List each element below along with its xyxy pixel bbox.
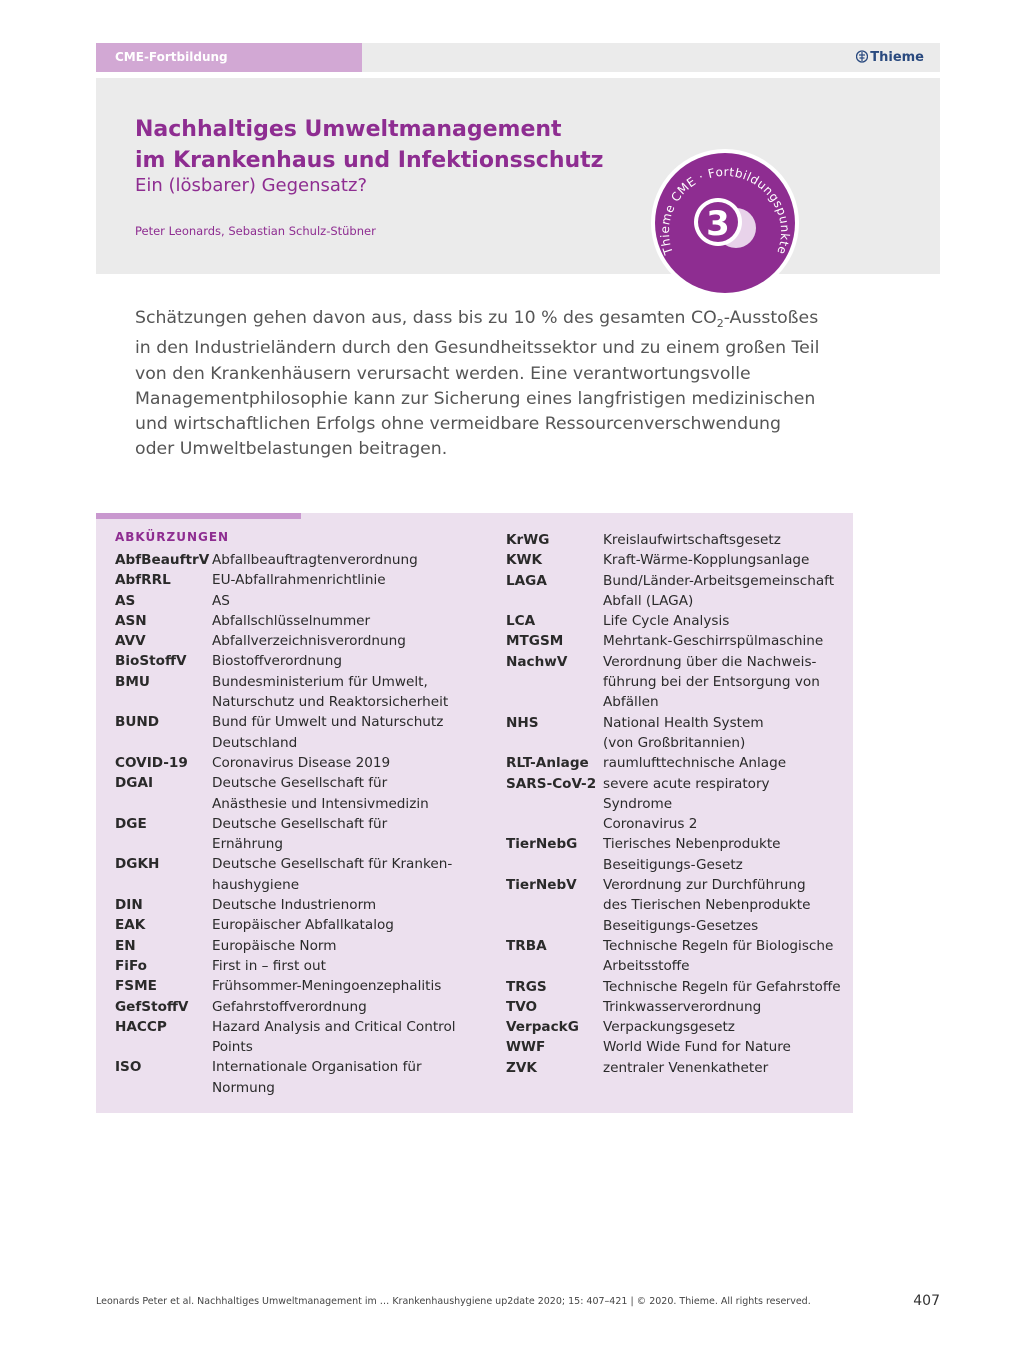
abbreviation-term: TRBA [506,937,547,954]
abbreviation-row [115,570,462,590]
section-tag: CME-Fortbildung [96,43,362,72]
abbreviations-heading: ABKÜRZUNGEN [115,530,230,544]
abbreviation-term: ZVK [506,1059,537,1076]
abbreviation-term: WWF [506,1039,546,1056]
cme-points-badge [650,148,800,298]
top-bar [96,43,940,72]
abbreviation-row [115,915,462,935]
abbreviation-term: DGKH [115,856,160,873]
abbreviation-term: NachwV [506,653,568,670]
abbreviation-definition: Verpackungsgesetz [603,1019,735,1036]
abbreviation-row [506,611,843,631]
abbreviation-row [115,895,462,915]
abbreviation-definition: Mehrtank-Geschirrspülmaschine [603,633,824,650]
abbreviation-row [506,774,843,835]
abbreviation-term: BUND [115,714,160,731]
abbreviation-definition: Deutsche Gesellschaft für Ernährung [212,815,388,853]
abbreviation-term: BioStoffV [115,653,187,670]
abstract-subscript: 2 [716,317,724,330]
abbreviation-row [506,652,843,713]
abbreviation-definition: Technische Regeln für Biologische Arbeitsstoffe [603,937,834,975]
abbreviation-term: LCA [506,613,536,630]
abbreviation-definition: Trinkwasserverordnung [603,998,762,1015]
article-subtitle: Ein (lösbarer) Gegensatz? [135,175,367,196]
abbreviation-row [115,773,462,814]
thieme-logo-icon [856,50,868,63]
abbreviation-term: TierNebG [506,836,578,853]
abbreviation-definition: raumlufttechnische Anlage [603,755,787,772]
abbreviation-definition: Bundesministerium für Umwelt, Naturschutz und Reaktorsicherheit [212,673,449,711]
abbreviation-term: DIN [115,897,143,914]
abbreviation-row [506,1017,843,1037]
abbreviation-row [115,712,462,753]
abbreviation-row [115,651,462,671]
article-header [96,78,940,274]
abbreviation-term: LAGA [506,572,547,589]
abbreviation-definition: Verordnung zur Durchführung des Tierischen Nebenprodukte Beseitigungs-Gesetzes [603,877,811,934]
abbreviation-term: TVO [506,998,538,1015]
abbreviation-term: AVV [115,633,146,650]
abbreviation-definition: Coronavirus Disease 2019 [212,754,391,771]
abbreviation-definition: Gefahrstoffverordnung [212,998,367,1015]
abbreviation-row [506,571,843,612]
abbreviation-row [506,834,843,875]
abbreviation-row [115,976,462,996]
abbreviation-term: HACCP [115,1018,167,1035]
abbreviation-term: VerpackG [506,1019,579,1036]
abbreviation-term: RLT-Anlage [506,755,589,772]
abbreviation-row [115,672,462,713]
abbreviation-row [506,936,843,977]
abbreviation-row [506,530,843,550]
abbreviations-box [96,513,853,1113]
abbreviation-row [115,814,462,855]
abbreviation-definition: National Health System (von Großbritannien) [603,714,764,751]
abbreviation-definition: Bund für Umwelt und Naturschutz Deutschland [212,714,444,751]
abbreviation-term: KWK [506,552,543,569]
abbreviation-term: EN [115,937,136,954]
abbreviation-row [115,936,462,956]
publisher-brand [856,43,924,72]
abbreviation-definition: Biostoffverordnung [212,653,342,670]
abbreviation-row [506,753,843,773]
abbreviation-definition: World Wide Fund for Nature [603,1039,791,1056]
abbreviation-definition: Internationale Organisation für Normung [212,1059,422,1096]
abbreviation-row [506,1037,843,1057]
abbreviation-term: BMU [115,673,150,690]
badge-points-number: 3 [706,204,730,244]
abbreviation-definition: Europäischer Abfallkatalog [212,917,394,934]
abbreviation-definition: Deutsche Gesellschaft für Kranken- haushygiene [212,856,453,893]
abbreviation-definition: Frühsommer-Meningoenzephalitis [212,978,442,995]
abbreviation-term: KrWG [506,532,550,548]
abbreviation-term: ASN [115,612,147,629]
abbreviation-term: FiFo [115,957,148,974]
abbreviation-term: GefStoffV [115,998,189,1015]
abbreviations-right-column [506,530,843,1078]
abbreviation-definition: zentraler Venenkatheter [603,1059,769,1076]
brand-name: Thieme [870,50,924,65]
abbreviation-term: AbfRRL [115,572,171,589]
abbreviation-term: TRGS [506,978,547,995]
abbreviation-definition: Hazard Analysis and Critical Control Points [212,1018,456,1056]
abbreviation-row [115,1017,462,1058]
abbreviation-definition: Verordnung über die Nachweis- führung bei der Entsorgung von Abfällen [603,653,820,711]
abstract-text [135,306,825,463]
abbreviation-definition: Kreislaufwirtschaftsgesetz [603,532,781,548]
box-accent-bar [96,513,301,519]
abbreviation-row [115,591,462,611]
abbreviation-definition: Bund/Länder-Arbeitsgemeinschaft Abfall (LAGA) [603,572,835,609]
badge-arc-text: Thieme CME · Fortbildungspunkte [657,164,793,257]
abstract-part-2: -Ausstoßes in den Industrieländern durch den Gesundheitssektor und zu einem großen Teil von den Krankenhäusern verursacht werden. Eine verantwortungsvolle Managementphilosophie kann zur Sicherung eines langfristigen medizinischen und wirtschaftlichen Erfolgs ohne vermeidbare Ressourcenverschwendung oder Umweltbelastungen beitragen. [135,308,820,460]
article-title [135,114,655,176]
abbreviation-term: ISO [115,1059,142,1076]
abbreviation-definition: severe acute respiratory Syndrome Coronavirus 2 [603,775,770,833]
citation-footer: Leonards Peter et al. Nachhaltiges Umweltmanagement im … Krankenhaushygiene up2date 2020; 15: 407–421 | © 2020. Thieme. All rights reserved. [96,1296,811,1307]
abbreviation-term: MTGSM [506,633,564,650]
abbreviation-row [506,977,843,997]
abbreviation-term: AS [115,592,136,609]
abbreviation-definition: AS [212,592,230,609]
abbreviation-term: DGE [115,815,147,832]
abbreviation-term: EAK [115,917,146,934]
title-line-1: Nachhaltiges Umweltmanagement [135,117,562,142]
page-number: 407 [913,1293,940,1309]
abbreviation-row [506,550,843,570]
abbreviation-definition: Life Cycle Analysis [603,613,730,630]
abbreviation-row [115,1057,462,1098]
abbreviation-definition: Deutsche Industrienorm [212,897,377,914]
abbreviation-term: SARS-CoV-2 [506,775,597,792]
abbreviation-definition: Tierisches Nebenprodukte Beseitigungs-Gesetz [603,836,781,873]
abbreviation-row [115,956,462,976]
abbreviation-definition: Abfallverzeichnisverordnung [212,633,406,650]
abbreviation-definition: Abfallbeauftragtenverordnung [212,552,418,568]
abbreviation-row [115,997,462,1017]
abbreviation-row [506,875,843,936]
abbreviation-row [115,753,462,773]
abbreviation-term: TierNebV [506,877,577,894]
abbreviation-row [506,713,843,754]
abbreviation-row [115,611,462,631]
abbreviation-term: NHS [506,714,539,731]
abbreviations-left-column [115,530,462,1098]
abbreviation-row [506,997,843,1017]
abbreviation-row [115,631,462,651]
abbreviation-row [115,854,462,895]
abbreviation-term: FSME [115,978,157,995]
abbreviation-term: DGAI [115,775,154,792]
title-line-2: im Krankenhaus und Infektionsschutz [135,148,604,173]
abbreviation-definition: Abfallschlüsselnummer [212,612,371,629]
abbreviation-definition: First in – first out [212,957,326,974]
article-authors: Peter Leonards, Sebastian Schulz-Stübner [135,224,376,238]
abbreviation-definition: Technische Regeln für Gefahrstoffe [603,978,841,995]
abbreviation-definition: Kraft-Wärme-Kopplungsanlage [603,552,810,569]
abbreviation-definition: Europäische Norm [212,937,337,954]
abbreviation-row [115,550,462,570]
abstract-part-1: Schätzungen gehen davon aus, dass bis zu 10 % des gesamten CO [135,308,717,328]
abbreviation-row [506,1058,843,1078]
abbreviation-term: COVID-19 [115,754,188,771]
abbreviation-definition: EU-Abfallrahmenrichtlinie [212,572,386,589]
abbreviation-term: AbfBeauftrV [115,552,210,568]
abbreviation-row [506,631,843,651]
abbreviation-definition: Deutsche Gesellschaft für Anästhesie und Intensivmedizin [212,775,429,812]
